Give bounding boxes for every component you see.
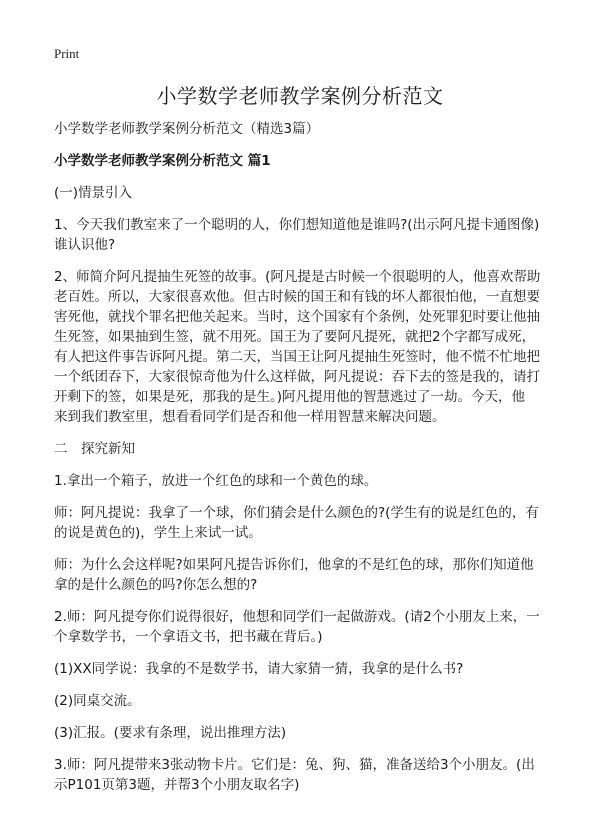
- print-link[interactable]: Print: [54, 46, 80, 61]
- paragraph: [54, 183, 554, 203]
- document-body: [54, 119, 554, 807]
- paragraph-line: (一)情景引入: [54, 185, 133, 201]
- paragraph: [54, 607, 554, 647]
- paragraph: [54, 471, 554, 491]
- paragraph-line: 3.师：阿凡提带来3张动物卡片。它们是：兔、狗、猫，准备送给3个小朋友。(出: [54, 757, 535, 773]
- paragraph-line: 来到我们教室里，想看看同学们是否和他一样用智慧来解决问题。: [54, 409, 446, 425]
- paragraph: [54, 723, 554, 743]
- paragraph-line: 害死他，就找个罪名把他关起来。当时，这个国家有个条例，处死罪犯时要让他抽: [54, 309, 540, 325]
- section-heading: [54, 151, 554, 171]
- paragraph: [54, 439, 554, 459]
- paragraph-line: 小学数学老师教学案例分析范文（精选3篇）: [54, 121, 320, 137]
- paragraph: [54, 503, 554, 543]
- paragraph: [54, 215, 554, 255]
- paragraph-line: 2.师：阿凡提夸你们说得很好，他想和同学们一起做游戏。(请2个小朋友上来，一: [54, 609, 540, 625]
- paragraph-line: 生死签，如果抽到生签，就不用死。国王为了要阿凡提死，就把2个字都写成死，: [54, 329, 536, 345]
- paragraph-line: 示P101页第3题，并帮3个小朋友取名字): [54, 777, 300, 793]
- paragraph-line: 一个纸团吞下，大家很惊奇他为什么这样做，阿凡提说：吞下去的签是我的，请打: [54, 369, 540, 385]
- paragraph-line: 1.拿出一个箱子，放进一个红色的球和一个黄色的球。: [54, 473, 378, 489]
- paragraph-line: 个拿数学书，一个拿语文书，把书藏在背后。): [54, 629, 323, 645]
- paragraph-line: 小学数学老师教学案例分析范文 篇1: [54, 153, 271, 169]
- paragraph-line: 师：为什么会这样呢?如果阿凡提告诉你们，他拿的不是红色的球，那你们知道他: [54, 557, 534, 573]
- document-title: 小学数学老师教学案例分析范文: [156, 84, 444, 108]
- paragraph: [54, 755, 554, 795]
- paragraph-line: 开剩下的签，如果是死，那我的是生。)阿凡提用他的智慧逃过了一劫。今天，他: [54, 389, 526, 405]
- paragraph: [54, 267, 554, 427]
- paragraph-line: 老百姓。所以，大家很喜欢他。但古时候的国王和有钱的坏人都很怕他，一直想要: [54, 289, 540, 305]
- paragraph-line: (2)同桌交流。: [54, 693, 141, 709]
- paragraph: [54, 659, 554, 679]
- paragraph-line: (1)XX同学说：我拿的不是数学书，请大家猜一猜，我拿的是什么书?: [54, 661, 464, 677]
- paragraph: [54, 691, 554, 711]
- paragraph-line: 谁认识他?: [54, 237, 116, 253]
- paragraph-line: 拿的是什么颜色的吗?你怎么想的?: [54, 577, 258, 593]
- paragraph-line: 的说是黄色的)，学生上来试一试。: [54, 525, 262, 541]
- paragraph-line: (3)汇报。(要求有条理，说出推理方法): [54, 725, 287, 741]
- paragraph: [54, 555, 554, 595]
- paragraph-line: 有人把这件事告诉阿凡提。第二天，当国王让阿凡提抽生死签时，他不慌不忙地把: [54, 349, 540, 365]
- paragraph-line: 1、今天我们教室来了一个聪明的人，你们想知道他是谁吗?(出示阿凡提卡通图像): [54, 217, 540, 233]
- paragraph: [54, 119, 554, 139]
- paragraph-line: 2、师简介阿凡提抽生死签的故事。(阿凡提是古时候一个很聪明的人，他喜欢帮助: [54, 269, 541, 285]
- paragraph-line: 师：阿凡提说：我拿了一个球，你们猜会是什么颜色的?(学生有的说是红色的，有: [54, 505, 539, 521]
- paragraph-line: 二 探究新知: [54, 441, 135, 457]
